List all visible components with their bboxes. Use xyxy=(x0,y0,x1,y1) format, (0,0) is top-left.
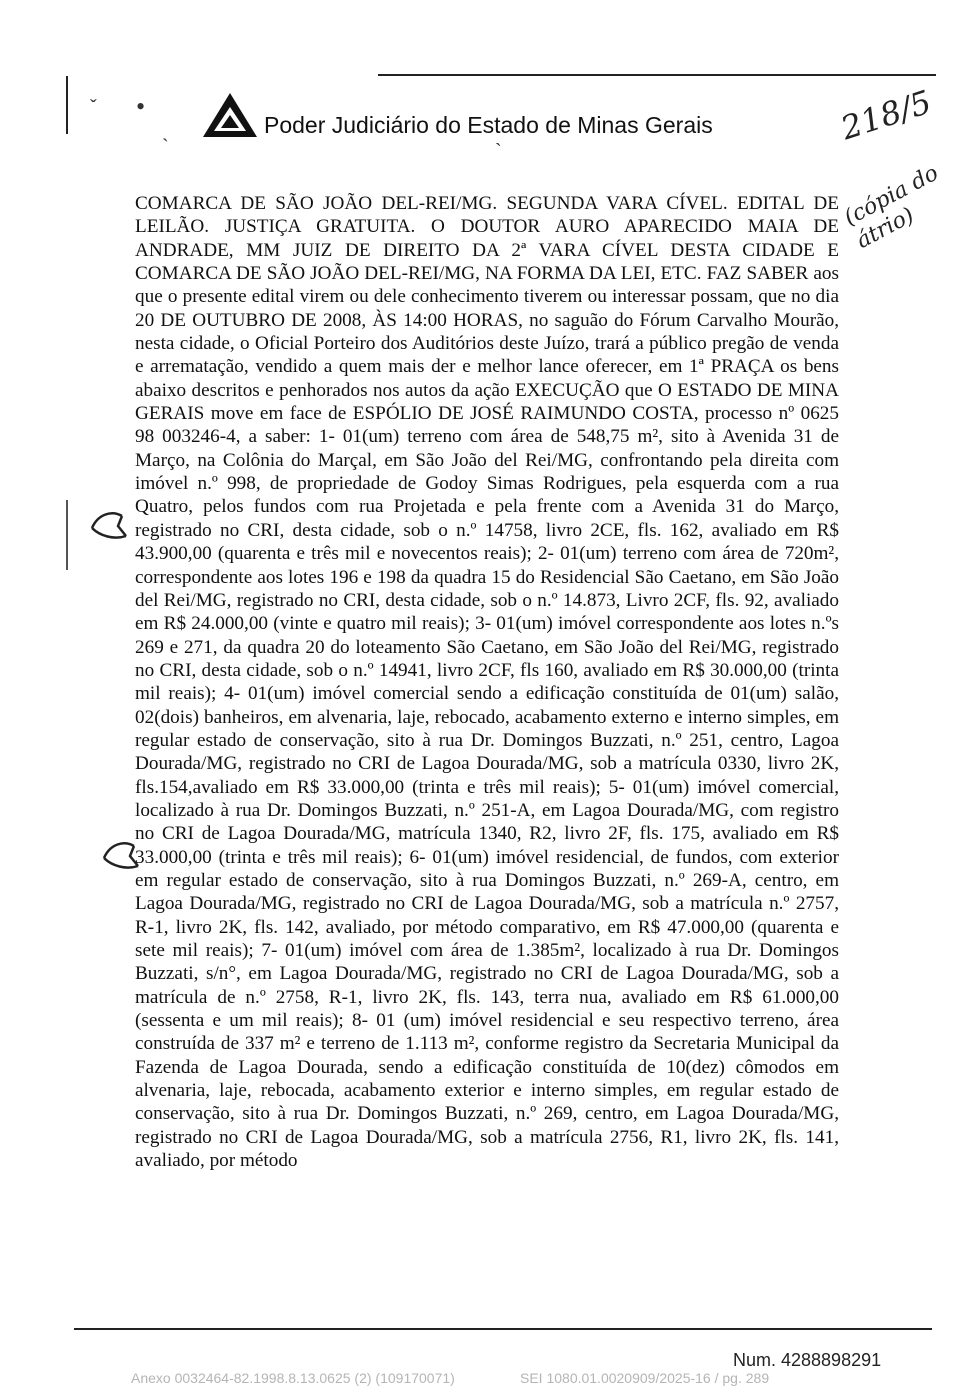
handwritten-sheet-number: 218/5 xyxy=(836,82,936,148)
bottom-rule xyxy=(74,1328,932,1330)
edital-body-text: COMARCA DE SÃO JOÃO DEL-REI/MG. SEGUNDA VARA CÍVEL. EDITAL DE LEILÃO. JUSTIÇA GRATUITA. O DOUTOR AURO APARECIDO MAIA DE ANDRADE, MM JUIZ DE DIREITO DA 2ª VARA CÍVEL DESTA CIDADE E COMARCA DE SÃO JOÃO DEL-REI/MG, NA FORMA DA LEI, ETC. FAZ SABER aos que o presente edital virem ou dele conhecimento tiverem ou interessar possam, que no dia 20 DE OUTUBRO DE 2008, ÀS 14:00 HORAS, no saguão do Fórum Carvalho Mourão, nesta cidade, o Oficial Porteiro dos Auditórios deste Juízo, trará a público pregão de venda e arrematação, vendido a quem mais der e melhor lance oferecer, em 1ª PRAÇA os bens abaixo descritos e penhorados nos autos da ação EXECUÇÃO que O ESTADO DE MINA GERAIS move em face de ESPÓLIO DE JOSÉ RAIMUNDO COSTA, processo nº 0625 98 003246-4, a saber: 1- 01(um) terreno com área de 548,75 m², sito à Avenida 31 de Março, na Colônia do Marçal, em São João del Rei/MG, confrontando pela direita com imóvel n.º 998, de propriedade de Godoy Simas Rodrigues, pela esquerda com a rua Quatro, pelos fundos com rua Projetada e pela frente com a Avenida 31 do Março, registrado no CRI, desta cidade, sob o n.º 14758, livro 2CE, fls. 162, avaliado em R$ 43.900,00 (quarenta e três mil e novecentos reais); 2- 01(um) terreno com área de 720m², correspondente aos lotes 196 e 198 da quadra 15 do Residencial São Caetano, em São João del Rei/MG, registrado no CRI, desta cidade, sob o n.º 14.873, Livro 2CF, fls. 92, avaliado em R$ 24.000,00 (vinte e quatro mil reais); 3- 01(um) imóvel correspondente aos lotes n.ºs 269 e 271, da quadra 20 do loteamento São Caetano, em São João del Rei/MG, registrado no CRI, desta cidade, sob o n.º 14941, livro 2CF, fls 160, avaliado em R$ 30.000,00 (trinta mil reais); 4- 01(um) imóvel comercial sendo a edificação constituída de 01(um) salão, 02(dois) banheiros, em alvenaria, laje, rebocado, acabamento externo e interno simples, em regular estado de conservação, sito à rua Dr. Domingos Buzzati, n.º 251, centro, Lagoa Dourada/MG, registrado no CRI de Lagoa Dourada/MG, sob a matrícula 0330, livro 2K, fls.154,avaliado em R$ 33.000,00 (trinta e três mil reais); 5- 01(um) imóvel comercial, localizado à rua Dr. Domingos Buzzati, n.º 251-A, em Lagoa Dourada/MG, com registro no CRI de Lagoa Dourada/MG, matrícula 1340, R2, livro 2F, fls. 175, avaliado em R$ 33.000,00 (trinta e três mil reais); 6- 01(um) imóvel residencial, de fundos, com exterior em regular estado de conservação, sito à rua Domingos Buzzati, n.º 269-A, centro, em Lagoa Dourada/MG, registrado no CRI de Lagoa Dourada/MG, sob a matrícula n.º 2757, R-1, livro 2K, fls. 142, avaliado, por método comparativo, em R$ 47.000,00 (quarenta e sete mil reais); 7- 01(um) imóvel com área de 1.385m², localizado à rua Dr. Domingos Buzzati, s/n°, em Lagoa Dourada/MG, registrado no CRI de Lagoa Dourada/MG, sob a matrícula de n.º 2758, R-1, livro 2K, fls. 143, terra nua, avaliado em R$ 61.000,00 (sessenta e um mil reais); 8- 01 (um) imóvel residencial e seu respectivo terreno, área construída de 337 m² e terreno de 1.113 m², conforme registro da Secretaria Municipal da Fazenda de Lagoa Dourada, sendo a edificação constituída de 10(dez) cômodos em alvenaria, laje, rebocada, acabamento exterior e interno simples, em regular estado de conservação, sito à rua Dr. Domingos Buzzati, n.º 269, centro, em Lagoa Dourada/MG, registrado no CRI de Lagoa Dourada/MG, sob a matrícula 2756, R1, livro 2K, fls. 141, avaliado, por método xyxy=(135,193,839,1172)
footer-sei-reference: SEI 1080.01.0020909/2025-16 / pg. 289 xyxy=(520,1370,770,1386)
scan-speck: • xyxy=(136,92,146,121)
left-margin-rule-lower xyxy=(66,500,68,570)
footer-document-number: Num. 4288898291 xyxy=(733,1350,882,1370)
scan-speck: ˎ xyxy=(162,120,169,142)
top-rule xyxy=(378,74,936,76)
hand-drawn-mark-icon xyxy=(88,506,132,546)
left-margin-rule xyxy=(66,76,68,134)
judiciary-triangle-logo-icon xyxy=(200,90,260,140)
footer-annex-reference: Anexo 0032464-82.1998.8.13.0625 (2) (109170071) xyxy=(131,1370,455,1386)
handwritten-copy-note: (cópia do átrio) xyxy=(840,160,943,254)
header-title: Poder Judiciário do Estado de Minas Gerais xyxy=(264,112,713,138)
scan-speck: ˇ xyxy=(90,96,97,118)
document-header xyxy=(200,90,713,140)
scan-speck: ˋ xyxy=(495,140,502,162)
